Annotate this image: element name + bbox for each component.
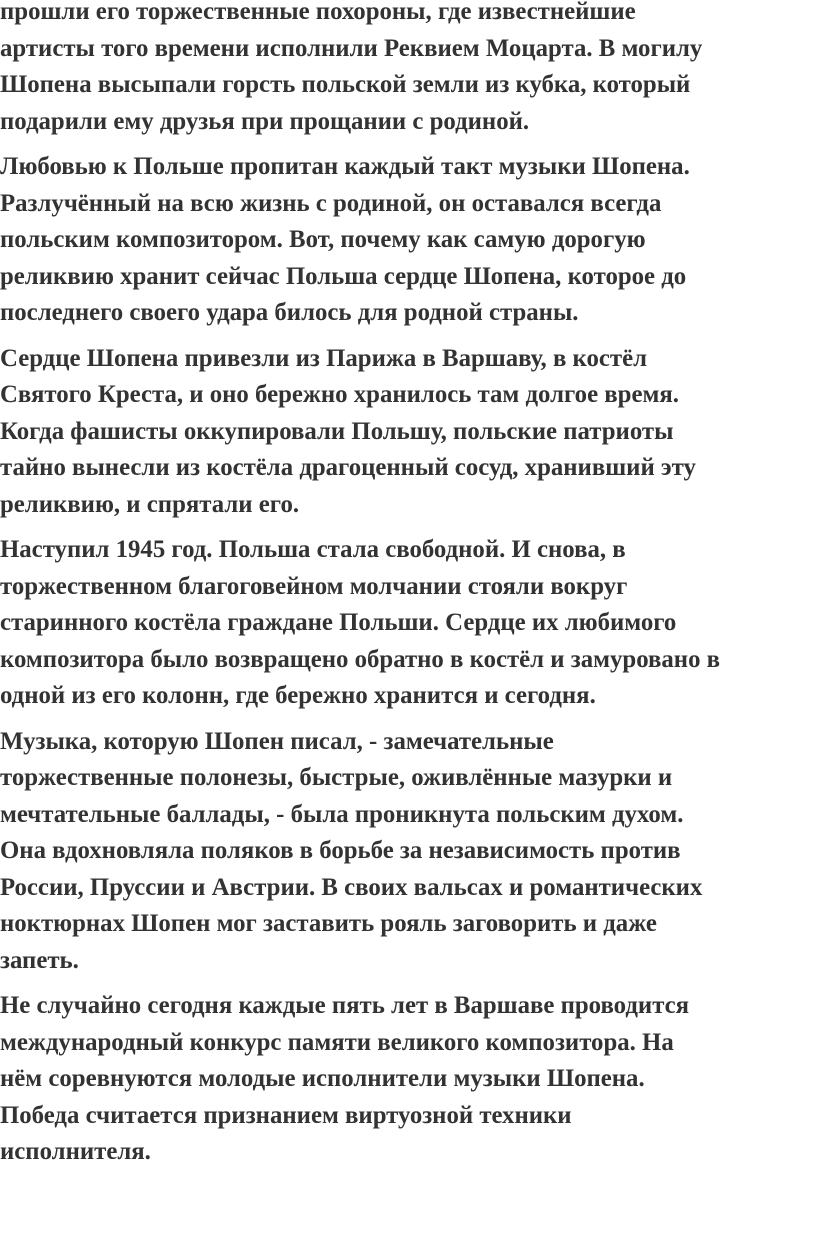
- text-line: ноктюрнах Шопен мог заставить рояль заговорить и даже: [0, 910, 657, 937]
- text-line: артисты того времени исполнили Реквием Моцарта. В могилу: [0, 34, 703, 62]
- text-line: Музыка, которую Шопен писал, - замечательные: [0, 727, 554, 755]
- text-line: Сердце Шопена привезли из Парижа в Варшаву, в костёл: [0, 344, 648, 372]
- paragraph-love-for-poland: [0, 149, 812, 332]
- text-line: реликвию хранит сейчас Польша сердце Шопена, которое до: [0, 262, 687, 290]
- text-line: Святого Креста, и оно бережно хранилось там долгое время.: [0, 381, 679, 408]
- text-line: Она вдохновляла поляков в борьбе за независимость против: [0, 837, 681, 864]
- text-line: подарили ему друзья при прощании с родиной.: [0, 107, 530, 135]
- text-line: запеть.: [0, 946, 79, 974]
- text-line: реликвию, и спрятали его.: [0, 490, 300, 518]
- paragraph-music: [0, 724, 812, 980]
- text-line: мечтательные баллады, - была проникнута польским духом.: [0, 800, 684, 828]
- text-line: последнего своего удара билось для родной страны.: [0, 299, 579, 326]
- text-line: нём соревнуются молодые исполнители музыки Шопена.: [0, 1065, 645, 1092]
- text-line: Разлучённый на всю жизнь с родиной, он оставался всегда: [0, 189, 662, 217]
- text-line: Наступил 1945 год. Польша стала свободной. И снова, в: [0, 536, 626, 563]
- text-line: торжественном благоговейном молчании стояли вокруг: [0, 572, 628, 600]
- text-line: композитора было возвращено обратно в костёл и замуровано в: [0, 645, 721, 673]
- text-line: тайно вынесли из костёла драгоценный сосуд, хранивший эту: [0, 454, 696, 481]
- text-line: Когда фашисты оккупировали Польшу, польские патриоты: [0, 417, 674, 445]
- text-line: России, Пруссии и Австрии. В своих вальсах и романтических: [0, 873, 703, 901]
- text-line: старинного костёла граждане Польши. Сердце их любимого: [0, 609, 677, 636]
- paragraph-1945: [0, 532, 812, 715]
- text-line: прошли его торжественные похороны, где известнейшие: [0, 0, 636, 25]
- text-line: польским композитором. Вот, почему как самую дорогую: [0, 226, 646, 253]
- paragraph-funeral: [0, 0, 812, 140]
- text-line: международный конкурс памяти великого композитора. На: [0, 1028, 674, 1056]
- paragraph-heart-relic: [0, 341, 812, 524]
- text-line: Любовью к Польше пропитан каждый такт музыки Шопена.: [0, 153, 690, 180]
- text-line: Победа считается признанием виртуозной техники: [0, 1101, 572, 1129]
- text-line: торжественные полонезы, быстрые, оживлённые мазурки и: [0, 764, 673, 791]
- text-line: исполнителя.: [0, 1138, 151, 1165]
- paragraph-competition: [0, 988, 812, 1171]
- text-line: одной из его колонн, где бережно хранится и сегодня.: [0, 682, 596, 709]
- text-line: Не случайно сегодня каждые пять лет в Варшаве проводится: [0, 992, 690, 1019]
- text-line: Шопена высыпали горсть польской земли из кубка, который: [0, 71, 691, 98]
